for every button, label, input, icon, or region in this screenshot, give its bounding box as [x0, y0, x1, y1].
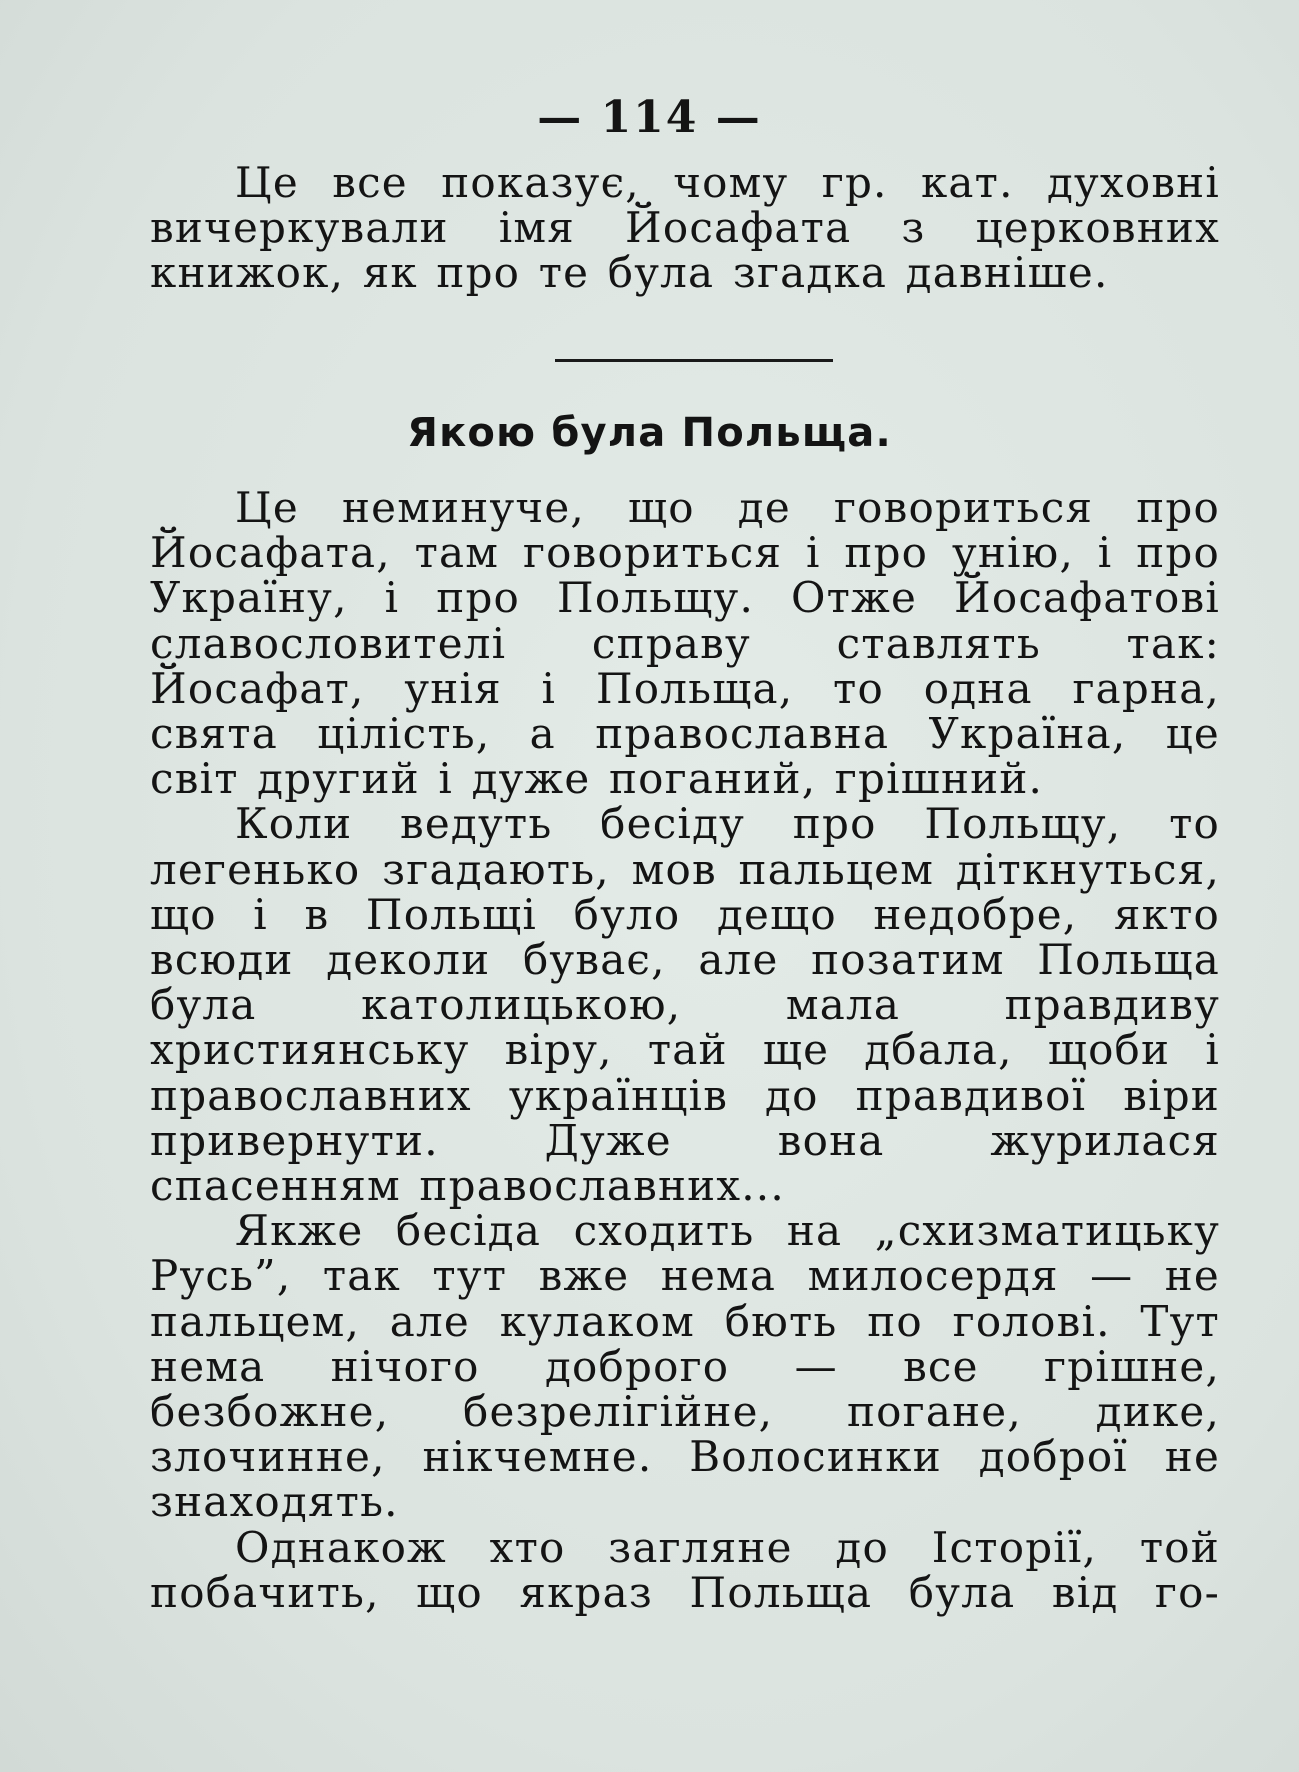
intro-block — [150, 160, 1220, 296]
page-number: — 114 — — [537, 92, 762, 143]
section-title: Якою була Польща. — [407, 410, 892, 456]
body-paragraph: Однакож хто загляне до Історії, той побачить, що якраз Польща була від го- — [150, 1522, 1220, 1617]
body-paragraph: Коли ведуть бесіду про Польщу, то легенько згадають, мов пальцем діткнуться, що і в Польщі було дещо недобре, якто всюди деколи буває, але позатим Польща була католицькою, мала правдиву християнську віру, тай ще дбала, щоби і православних українців до правдивої віри привернути. Дуже вона журилася спасенням православних... — [150, 799, 1220, 1211]
section-divider — [555, 359, 833, 362]
intro-paragraph: Це все показує, чому гр. кат. духовні вичеркували імя Йосафата з церковних книжок, як про те була згадка давніше. — [150, 158, 1220, 298]
body-block — [150, 485, 1220, 1615]
body-paragraph: Це неминуче, що де говориться про Йосафата, там говориться і про унію, і про Україну, і про Польщу. Отже Йосафатові славословителі справу ставлять так: Йосафат, унія і Польща, то одна гарна, свята цілість, а православна Україна, це світ другий і дуже поганий, грішний. — [150, 483, 1220, 804]
body-paragraph: Якже бесіда сходить на „схизматицьку Русь”, так тут вже нема милосердя — не пальцем, але кулаком бють по голові. Тут нема нічого доброго — все грішне, безбожне, безрелігійне, погане, дике, злочинне, нікчемне. Волосинки доброї не знаходять. — [150, 1206, 1220, 1527]
